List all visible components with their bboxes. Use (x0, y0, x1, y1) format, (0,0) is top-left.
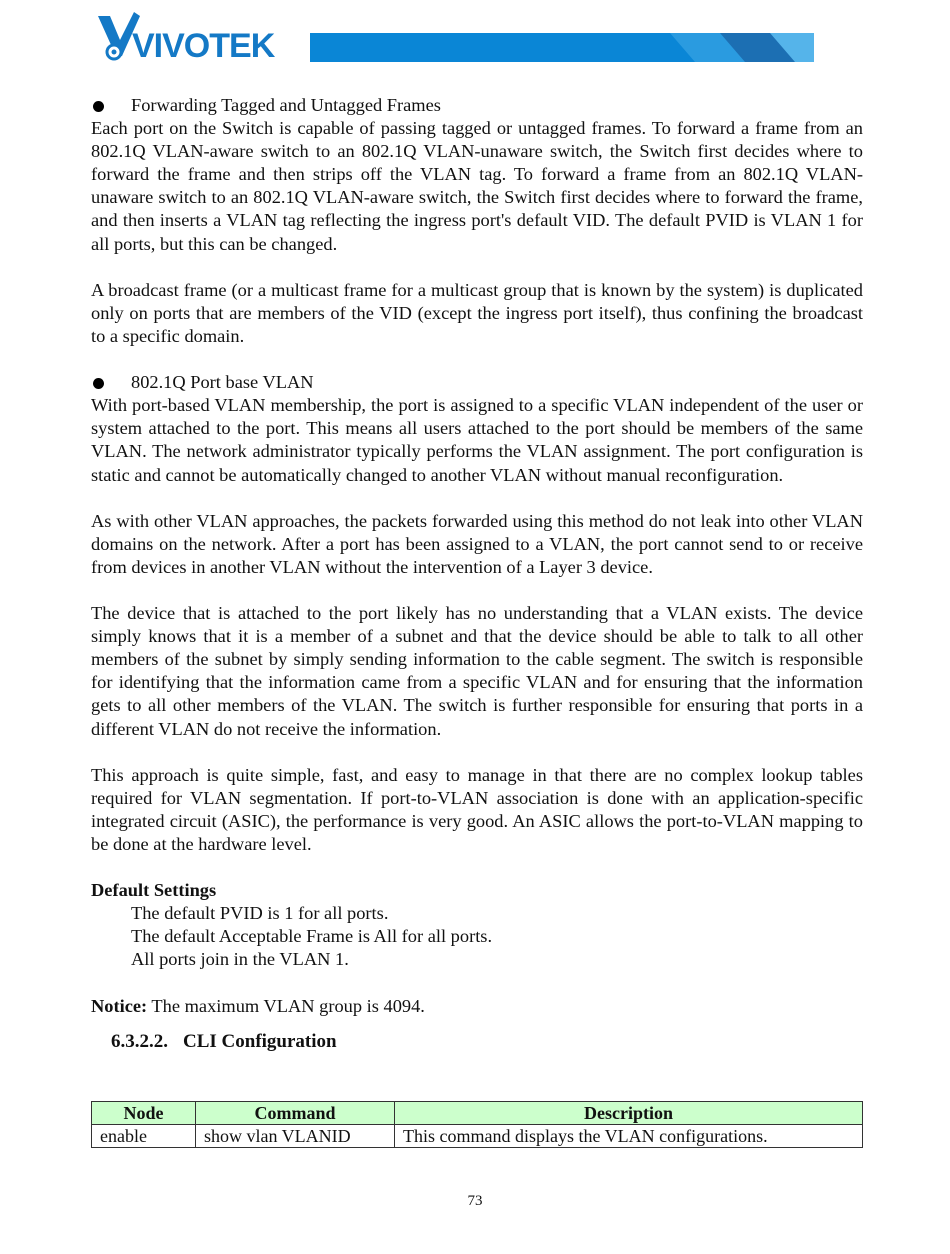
column-header-node: Node (92, 1102, 196, 1125)
notice-label: Notice: (91, 995, 148, 1016)
default-setting-item: All ports join in the VLAN 1. (131, 949, 349, 970)
paragraph: The device that is attached to the port likely has no understanding that a VLAN exists. The device simply knows that it is a member of a subnet and that the device should be able to talk to all other members of the subnet by simply sending information to the cable segment. The switch is responsible for identifying that the information came from a specific VLAN and for ensuring that the information gets to all other members of the VLAN. The switch is further responsible for ensuring that ports in a different VLAN do not receive the information. (91, 603, 863, 739)
table-header-row (92, 1102, 863, 1125)
page-header (0, 0, 950, 70)
section-heading (91, 1030, 863, 1054)
notice (91, 995, 863, 1018)
document-body (91, 94, 863, 1054)
bullet-icon (93, 101, 104, 112)
section-number: 6.3.2.2. (111, 1030, 168, 1052)
table-row (92, 1125, 863, 1148)
bullet-title: 802.1Q Port base VLAN (131, 372, 314, 393)
cli-command-table (91, 1101, 863, 1148)
default-setting-item: The default PVID is 1 for all ports. (131, 903, 389, 924)
header-banner (310, 33, 814, 62)
paragraph: As with other VLAN approaches, the packets forwarded using this method do not leak into other VLAN domains on the network. After a port has been assigned to a VLAN, the port cannot send to or receive from devices in another VLAN without the intervention of a Layer 3 device. (91, 510, 863, 577)
bullet-title: Forwarding Tagged and Untagged Frames (131, 95, 441, 115)
table-cell-description: This command displays the VLAN configurations. (395, 1125, 863, 1148)
paragraph: This approach is quite simple, fast, and easy to manage in that there are no complex lookup tables required for VLAN segmentation. If port-to-VLAN association is done with an application-specific integrated circuit (ASIC), the performance is very good. An ASIC allows the port-to-VLAN mapping to be done at the hardware level. (91, 764, 863, 854)
default-settings-heading: Default Settings (91, 880, 217, 901)
column-header-description: Description (395, 1102, 863, 1125)
paragraph: A broadcast frame (or a multicast frame for a multicast group that is known by the system) is duplicated only on ports that are members of the VID (except the ingress port itself), thus confining the broadcast to a specific domain. (91, 279, 863, 346)
bullet-heading-tagged-frames (91, 94, 863, 117)
default-setting-item: The default Acceptable Frame is All for all ports. (131, 926, 493, 947)
page-number: 73 (467, 1193, 483, 1209)
logo-text: VIVOTEK (132, 27, 275, 65)
table-cell-node: enable (92, 1125, 196, 1148)
paragraph: With port-based VLAN membership, the port is assigned to a specific VLAN independent of the user or system attached to the port. This means all users attached to the port should be members of the same VLAN. The network administrator typically performs the VLAN assignment. The port configuration is static and cannot be automatically changed to another VLAN without manual reconfiguration. (91, 395, 863, 485)
table-cell-command: show vlan VLANID (196, 1125, 395, 1148)
section-title: CLI Configuration (183, 1030, 337, 1052)
paragraph: Each port on the Switch is capable of passing tagged or untagged frames. To forward a frame from an 802.1Q VLAN-aware switch to an 802.1Q VLAN-unaware switch, the Switch first decides where to forward the frame and then strips off the VLAN tag. To forward a frame from an 802.1Q VLAN-unaware switch to an 802.1Q VLAN-aware switch, the Switch first decides where to forward the frame, and then inserts a VLAN tag reflecting the ingress port's default VID. The default PVID is VLAN 1 for all ports, but this can be changed. (91, 118, 863, 254)
notice-text: The maximum VLAN group is 4094. (147, 995, 425, 1016)
column-header-command: Command (196, 1102, 395, 1125)
bullet-icon (93, 378, 104, 389)
bullet-heading-port-vlan (91, 371, 863, 394)
